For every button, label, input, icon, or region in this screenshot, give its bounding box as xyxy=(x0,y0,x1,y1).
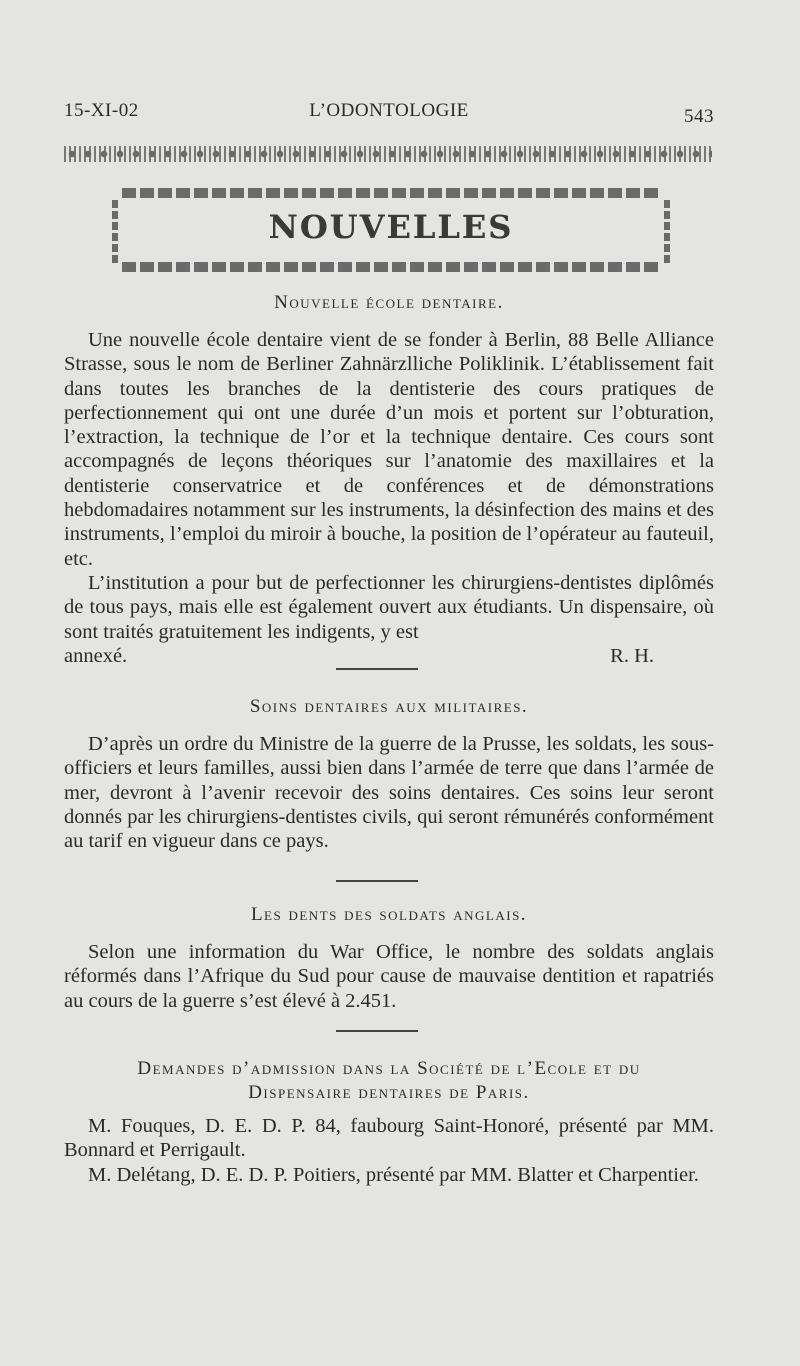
ornamental-band xyxy=(64,146,712,162)
paragraph: M. Delétang, D. E. D. P. Poitiers, présenté par MM. Blatter et Charpentier. xyxy=(88,1163,699,1186)
article-heading: Dispensaire dentaires de Paris. xyxy=(248,1082,530,1103)
article-body xyxy=(64,328,714,668)
signature: R. H. xyxy=(610,644,654,667)
section-title: NOUVELLES xyxy=(268,208,514,246)
paragraph: L’institution a pour but de perfectionner les chirurgiens-dentistes diplômés de tous pays, mais elle est également ouvert aux étudiants. Un dispensaire, où sont traités gratuitement les indigents, y est xyxy=(64,571,714,643)
article-body xyxy=(64,732,714,853)
page-number: 543 xyxy=(684,106,714,127)
article-heading: Soins dentaires aux militaires. xyxy=(249,696,529,717)
running-head xyxy=(64,100,714,130)
journal-title: L’ODONTOLOGIE xyxy=(309,100,469,121)
article-heading: Les dents des soldats anglais. xyxy=(250,904,528,925)
closing-text: annexé. xyxy=(64,644,128,667)
section-divider xyxy=(336,1030,418,1032)
section-title-frame xyxy=(112,188,670,276)
article-body xyxy=(64,1114,714,1187)
signature-line xyxy=(64,644,714,668)
article-heading: Nouvelle école dentaire. xyxy=(274,292,504,313)
article-heading: Demandes d’admission dans la Société de l’Ecole et du xyxy=(137,1058,641,1079)
issue-date: 15-XI-02 xyxy=(64,100,139,121)
paragraph: M. Fouques, D. E. D. P. 84, faubourg Saint-Honoré, présenté par MM. Bonnard et Perrigault. xyxy=(64,1115,714,1162)
section-divider xyxy=(336,880,418,882)
greek-key-border-bottom xyxy=(122,262,660,272)
section-divider xyxy=(336,668,418,670)
paragraph: Selon une information du War Office, le nombre des soldats anglais réformés dans l’Afrique du Sud pour cause de mauvaise dentition et rapatriés au cours de la guerre s’est élevé à 2.451. xyxy=(64,941,714,1012)
article-body xyxy=(64,940,714,1013)
paragraph: D’après un ordre du Ministre de la guerre de la Prusse, les soldats, les sous-officiers et leurs familles, aussi bien dans l’armée de terre que dans l’armée de mer, devront à l’avenir recevoir des soins dentaires. Ces soins leur seront donnés par les chirurgiens-dentistes civils, qui seront rémunérés conformément au tarif en vigueur dans ce pays. xyxy=(64,733,714,853)
paragraph: Une nouvelle école dentaire vient de se fonder à Berlin, 88 Belle Alliance Strasse, sous le nom de Berliner Zahnärzlliche Poliklinik. L’établissement fait dans toutes les branches de la dentisterie des cours pratiques de perfectionnement qui ont une durée d’un mois et portent sur l’obturation, l’extraction, la technique de l’or et la technique dentaire. Ces cours sont accompagnés de leçons théoriques sur l’anatomie des maxillaires et la dentisterie conservatrice et de conférences et de démonstrations hebdomadaires notamment sur les instruments, la désinfection des mains et des instruments, l’emploi du miroir à bouche, la position de l’opérateur au fauteuil, etc. xyxy=(64,329,714,570)
greek-key-border-top xyxy=(122,188,660,198)
